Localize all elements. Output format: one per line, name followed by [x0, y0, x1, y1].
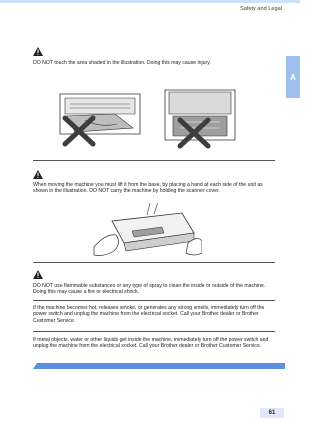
warning-text-hot-area: DO NOT touch the area shaded in the illustration. Doing this may cause injury. — [33, 60, 211, 66]
warning-triangle-icon — [33, 170, 43, 179]
warning-text-flammable: DO NOT use flammable substances or any type of spray to clean the inside or outside of the machine. Doing this may cause a fire or electrical shock. — [33, 283, 266, 296]
section-divider — [33, 262, 275, 263]
machine-open-drawing — [165, 90, 235, 140]
section-divider — [33, 300, 275, 301]
lifting-machine-illustration — [92, 203, 202, 258]
chapter-tab-label: A — [290, 72, 296, 82]
note-text-hot-smoke: If the machine becomes hot, releases smoke, or generates any strong smells, immediately turn off the power switch and unplug the machine from the electrical socket. Call your Brother dealer or Brother Customer Service. — [33, 305, 265, 324]
note-text-liquids: If metal objects, water or other liquids get inside the machine, immediately turn off the power switch and unplug the machine from the electrical socket. Call your Brother dealer or Brother Customer Service. — [33, 337, 269, 350]
page-number: 61 — [268, 410, 276, 416]
page-number-box — [260, 408, 284, 418]
header-rule — [0, 0, 300, 3]
page-header-title: Safety and Legal — [240, 6, 282, 12]
machine-front-drawing — [60, 94, 140, 134]
warning-triangle-icon — [33, 270, 43, 279]
section-divider — [33, 160, 275, 161]
warning-text-moving-machine: When moving the machine you must lift it from the base, by placing a hand at each side of the unit as shown in the illustration. DO NOT carry the machine by holding the scanner cover. — [33, 182, 263, 195]
footer-accent-bar — [33, 363, 285, 369]
machine-lifted-drawing — [112, 203, 194, 251]
warning-triangle-icon — [33, 47, 43, 56]
chapter-tab — [286, 56, 300, 98]
section-divider — [33, 331, 275, 332]
hot-area-illustration — [55, 84, 245, 152]
